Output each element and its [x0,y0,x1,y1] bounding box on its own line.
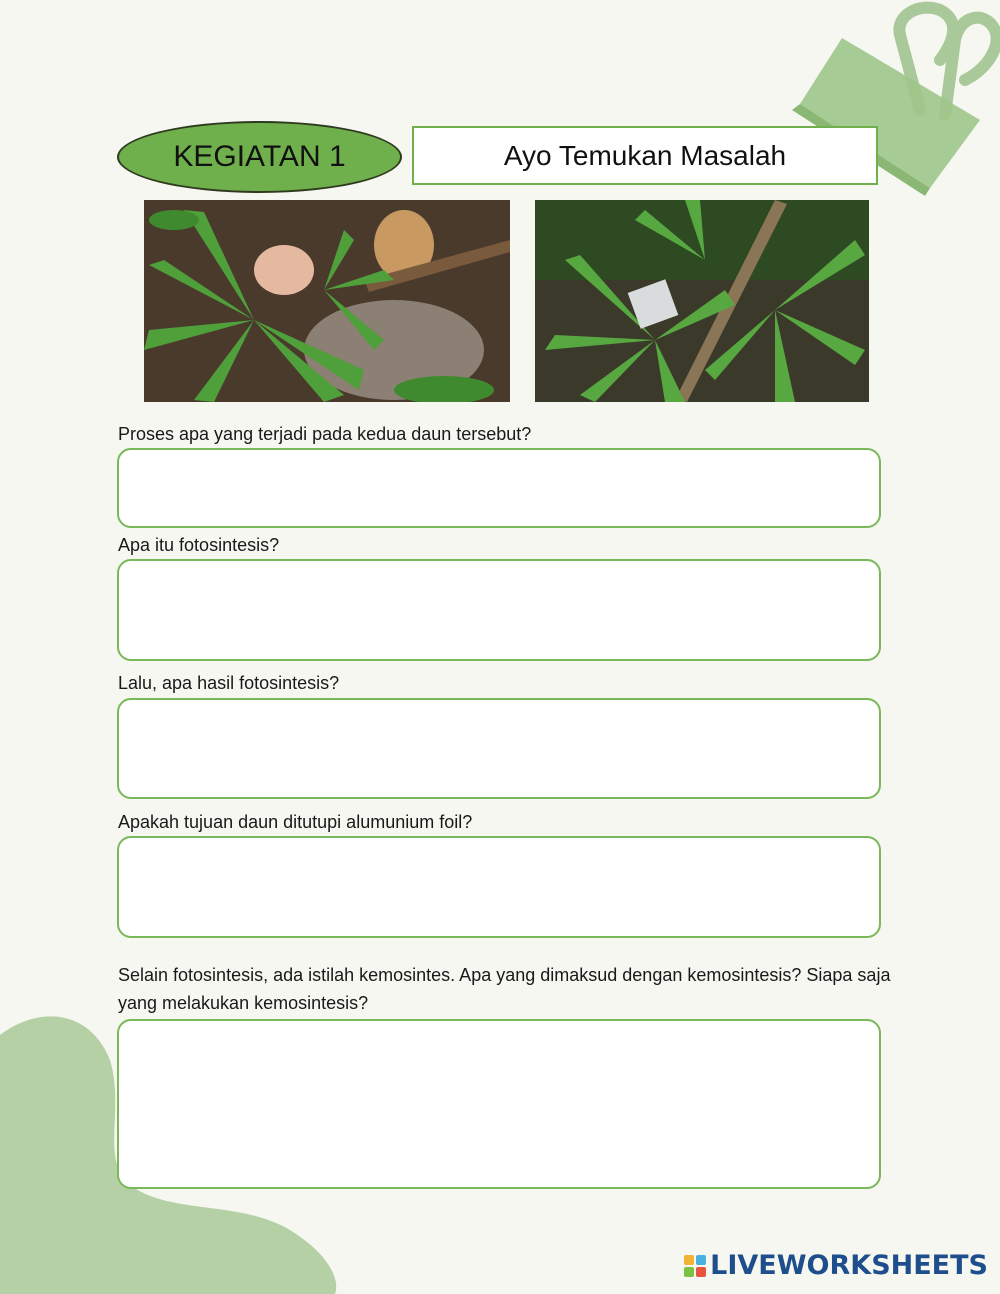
brand-text: LIVEWORKSHEETS [710,1250,988,1281]
section-title-text: Ayo Temukan Masalah [503,139,787,171]
answer-2-input[interactable] [117,559,881,661]
logo-tile-4 [696,1267,706,1277]
logo-tile-3 [684,1267,694,1277]
question-4-label: Apakah tujuan daun ditutupi alumunium foil? [118,812,473,832]
answer-4-input[interactable] [117,836,881,938]
answer-5-input[interactable] [117,1019,881,1189]
question-1-label: Proses apa yang terjadi pada kedua daun tersebut? [118,424,532,444]
logo-tile-1 [684,1255,694,1265]
cassava-leaf-foil-photo-right [535,200,869,402]
question-3-label: Lalu, apa hasil fotosintesis? [118,673,340,693]
answer-1-input[interactable] [117,448,881,528]
activity-label-oval [117,121,402,193]
liveworksheets-logo-icon [684,1255,706,1277]
activity-label-text: KEGIATAN 1 [173,140,346,173]
section-title-box [412,126,878,185]
liveworksheets-brand[interactable] [684,1250,988,1281]
cassava-leaf-photo-left [144,200,510,402]
question-5-label: Selain fotosintesis, ada istilah kemosintes. Apa yang dimaksud dengan kemosintesis? Siapa saja yang melakukan kemosintesis? [118,965,891,1013]
answer-3-input[interactable] [117,698,881,799]
logo-tile-2 [696,1255,706,1265]
question-2-label: Apa itu fotosintesis? [118,535,280,555]
